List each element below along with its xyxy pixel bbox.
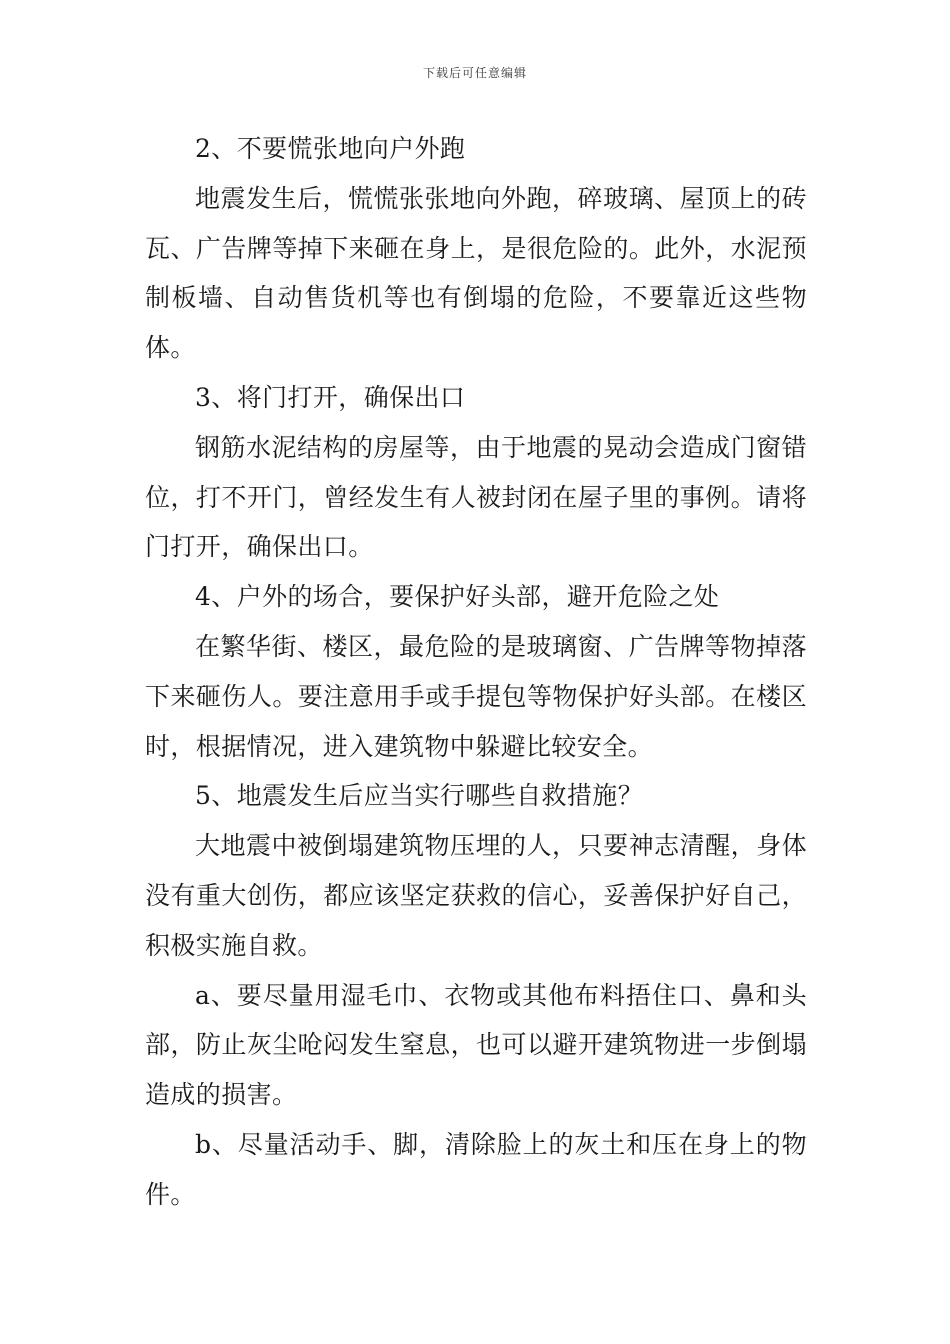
list-item-b: b、尽量活动手、脚，清除脸上的灰土和压在身上的物件。	[145, 1129, 807, 1209]
section-heading-5: 5、地震发生后应当实行哪些自救措施？	[195, 781, 644, 811]
body-paragraph: 地震发生后，慌慌张张地向外跑，碎玻璃、屋顶上的砖瓦、广告牌等掉下来砸在身上，是很危险的。此外，水泥预制板墙、自动售货机等也有倒塌的危险，不要靠近这些物体。	[145, 183, 807, 363]
document-body	[145, 124, 807, 1220]
list-item-a: a、要尽量用湿毛巾、衣物或其他布料捂住口、鼻和头部，防止灰尘呛闷发生窒息，也可以避开建筑物进一步倒塌造成的损害。	[145, 980, 807, 1110]
section-heading-2: 2、不要慌张地向户外跑	[195, 134, 466, 163]
section-heading-4: 4、户外的场合，要保护好头部，避开危险之处	[195, 582, 720, 612]
section-heading-3: 3、将门打开，确保出口	[195, 382, 466, 412]
body-paragraph: 在繁华街、楼区，最危险的是玻璃窗、广告牌等物掉落下来砸伤人。要注意用手或手提包等物保护好头部。在楼区时，根据情况，进入建筑物中躲避比较安全。	[145, 631, 807, 761]
body-paragraph: 大地震中被倒塌建筑物压埋的人，只要神志清醒，身体没有重大创伤，都应该坚定获救的信心，妥善保护好自己，积极实施自救。	[145, 831, 807, 960]
body-paragraph: 钢筋水泥结构的房屋等，由于地震的晃动会造成门窗错位，打不开门，曾经发生有人被封闭在屋子里的事例。请将门打开，确保出口。	[145, 432, 807, 562]
page-header: 下载后可任意编辑	[422, 66, 527, 80]
